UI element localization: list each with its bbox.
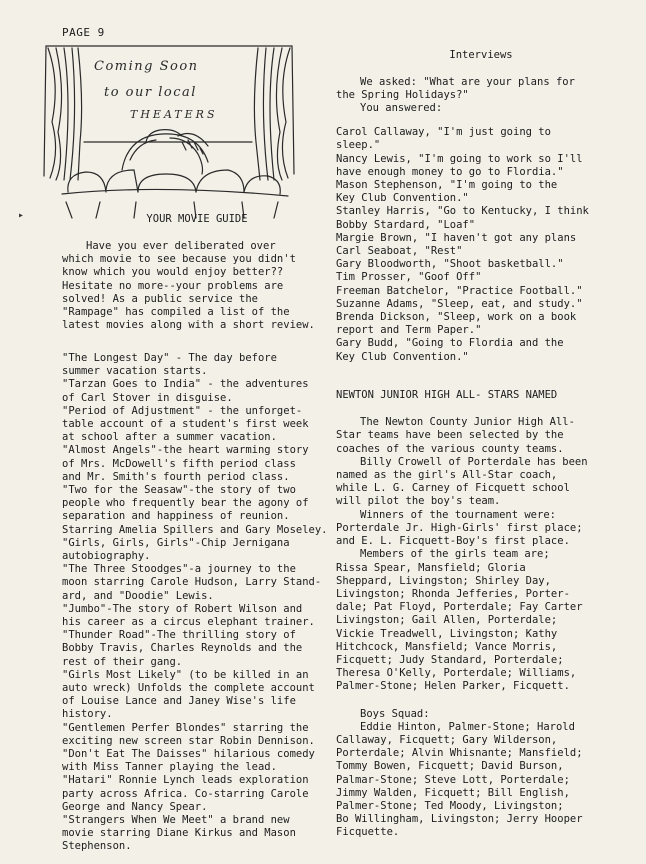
movie-guide-title: YOUR MOVIE GUIDE: [146, 213, 248, 225]
boys-squad-heading: Boys Squad:: [360, 707, 430, 720]
page-number: PAGE 9: [62, 26, 105, 39]
theater-doodle-illustration: [38, 42, 300, 220]
doodle-line-1: Coming Soon: [94, 59, 199, 74]
movie-guide-column: [62, 212, 332, 864]
interviews-title: Interviews: [449, 49, 513, 61]
movie-reviews-list: "The Longest Day" - The day before summer vacation starts. "Tarzan Goes to India" - the adventures of Carl Stover in disguise. "Period of Adjustment" - the unforget- table account of a student's first week at school after a summer vacation. "Almost Angels"-the heart warming story of Mrs. McDowell's fifth period class and Mr. Smith's fourth period class. "Two for the Seasaw"-the story of two people who frequently bear the agony of separation and happiness of reunion. Starring Amelia Spillers and Gary Moseley. "Girls, Girls, Girls"-Chip Jernigana autobiography. "The Three Stoodges"-a journey to the moon starring Carole Hudson, Larry Stand- ard, and "Doodie" Lewis. "Jumbo"-The story of Robert Wilson and his career as a circus elephant trainer. "Thunder Road"-The thrilling story of Bobby Travis, Charles Reynolds and the rest of their gang. "Girls Most Likely" (to be killed in an auto wreck) Unfolds the complete account of Louise Lance and Janey Wise's life history. "Gentlemen Perfer Blondes" starring the exciting new screen star Robin Dennison. "Don't Eat The Daisses" hilarious comedy with Miss Tanner playing the lead. "Hatari" Ronnie Lynch leads exploration party across Africa. Co-starring Carole George and Nancy Spear. "Strangers When We Meet" a brand new movie starring Diane Kirkus and Mason Stephenson.: [62, 351, 328, 853]
margin-mark: ▸: [18, 210, 25, 221]
doodle-line-3: THEATERS: [130, 108, 218, 121]
interviews-answers-list: Carol Callaway, "I'm just going to sleep." Nancy Lewis, "I'm going to work so I'll have enough money to go to Flordia." Mason Stephenson, "I'm going to the Key Club Convention." Stanley Harris, "Go to Kentucky, I think Bobby Stardard, "Loaf" Margie Brown, "I haven't got any plans Carl Seaboat, "Rest" Gary Bloodworth, "Shoot basketball." Tim Prosser, "Goof Off" Freeman Batchelor, "Practice Football." Suzanne Adams, "Sleep, eat, and study." Brenda Dickson, "Sleep, work on a book report and Term Paper." Gary Budd, "Going to Flordia and the Key Club Convention.": [336, 126, 589, 363]
all-stars-winners: Winners of the tournament were: Porterdale Jr. High-Girls' first place; and E. L. Ficquett-Boy's first place.: [336, 508, 583, 548]
interviews-question: We asked: "What are your plans for the Spring Holidays?": [336, 76, 575, 102]
boys-squad-list: Eddie Hinton, Palmer-Stone; Harold Callaway, Ficquett; Gary Wilderson, Porterdale; Alvin Whisnante; Mansfield; Tommy Bowen, Ficquett; David Burson, Palmar-Stone; Steve Lott, Porterdale; Jimmy Walden, Ficquett; Bill English, Palmer-Stone; Ted Moody, Livingston; Bo Willingham, Livingston; Jerry Hooper Ficquette.: [336, 720, 583, 839]
movie-guide-intro: Have you ever deliberated over which movie to see because you didn't know which you would enjoy better?? Hesitate no more--your problems are solved! As a public service the "Rampage" has compiled a list of the latest movies along with a short review.: [62, 240, 315, 332]
interviews-answered-label: You answered:: [360, 102, 443, 115]
doodle-line-2: to our local: [104, 85, 197, 100]
right-column: [336, 48, 626, 840]
all-stars-coaches: Billy Crowell of Porterdale has been named as the girl's All-Star coach, while L. G. Carney of Ficquett school will pilot the boy's team.: [336, 455, 588, 508]
girls-team-list: Members of the girls team are; Rissa Spear, Mansfield; Gloria Sheppard, Livingston; Shirley Day, Livingston; Rhonda Jefferies, Porter- dale; Pat Floyd, Porterdale; Fay Carter Livingston; Gail Allen, Porterdale; Vickie Treadwell, Livingston; Kathy Hitchcock, Mansfield; Vance Morris, Ficquett; Judy Standard, Porterdale; Theresa O'Kelly, Porterdale; Williams, Palmer-Stone; Helen Parker, Ficquett.: [336, 548, 583, 693]
all-stars-intro: The Newton County Junior High All- Star teams have been selected by the coaches of the various county teams.: [336, 416, 575, 455]
all-stars-title: NEWTON JUNIOR HIGH ALL- STARS NAMED: [336, 389, 558, 402]
